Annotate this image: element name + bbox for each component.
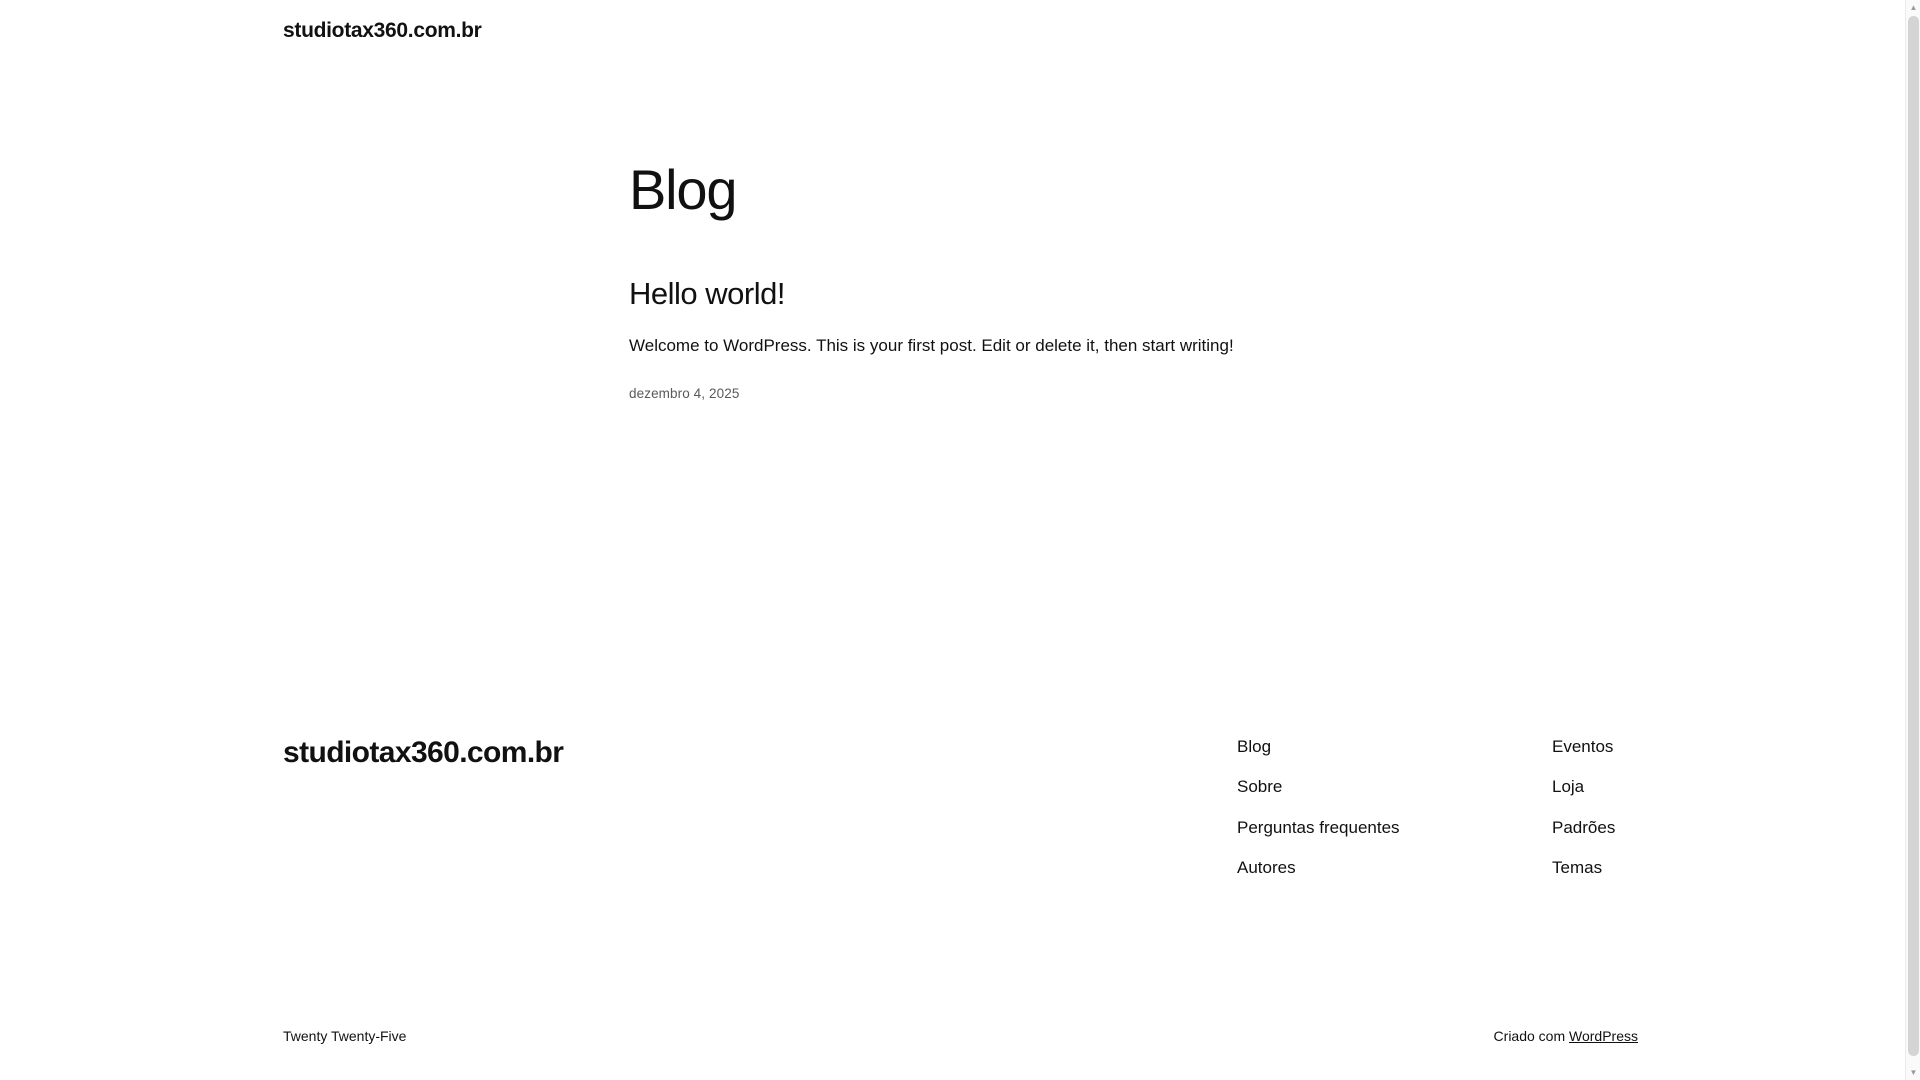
footer-link-eventos[interactable]: Eventos bbox=[1552, 737, 1614, 756]
footer-link-loja[interactable]: Loja bbox=[1552, 777, 1585, 797]
site-title-link[interactable]: studiotax360.com.br bbox=[283, 19, 482, 42]
footer-link-padroes[interactable]: Padrões bbox=[1552, 817, 1616, 837]
footer-link-perguntas-frequentes[interactable]: Perguntas frequentes bbox=[1237, 817, 1400, 837]
footer-link-sobre[interactable]: Sobre bbox=[1237, 777, 1283, 797]
post-excerpt: Welcome to WordPress. This is your first post. Edit or delete it, then start writing! bbox=[629, 336, 1234, 356]
footer-brand-link[interactable]: studiotax360.com.br bbox=[283, 736, 564, 769]
scrollbar-thumb[interactable] bbox=[1908, 16, 1919, 1056]
page-title: Blog bbox=[629, 157, 737, 221]
post-title-link[interactable]: Hello world! bbox=[629, 276, 785, 311]
footer-link-autores[interactable]: Autores bbox=[1237, 858, 1296, 878]
scroll-up-arrow-icon[interactable]: ▲ bbox=[1909, 2, 1918, 12]
footer-nav-column-2 bbox=[1552, 737, 1615, 879]
post-title bbox=[629, 275, 1429, 312]
footer-credit bbox=[1494, 1028, 1638, 1044]
footer-nav-column-1 bbox=[1237, 737, 1400, 879]
footer-link-temas[interactable]: Temas bbox=[1552, 858, 1603, 878]
footer-credit-wordpress-link[interactable]: WordPress bbox=[1569, 1028, 1638, 1044]
site-header bbox=[0, 0, 1920, 42]
post-item bbox=[629, 275, 1429, 401]
post-date: dezembro 4, 2025 bbox=[629, 385, 740, 401]
footer-bottom-bar bbox=[0, 1020, 1920, 1056]
footer-theme-name: Twenty Twenty-Five bbox=[283, 1028, 407, 1044]
footer-link-blog[interactable]: Blog bbox=[1237, 737, 1272, 756]
scroll-down-arrow-icon[interactable]: ▼ bbox=[1909, 1067, 1918, 1077]
footer-credit-prefix: Criado com bbox=[1493, 1028, 1570, 1044]
browser-scrollbar[interactable] bbox=[1905, 0, 1920, 1080]
